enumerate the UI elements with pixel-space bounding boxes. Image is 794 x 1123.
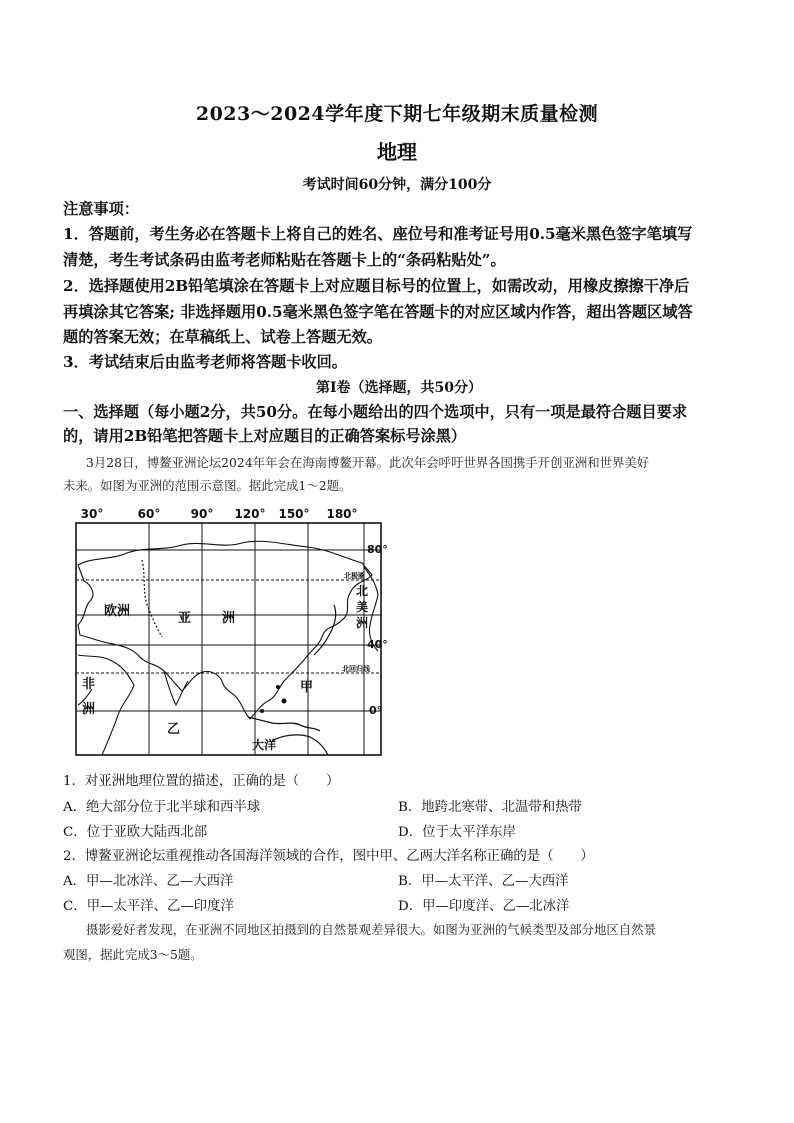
notes-line: 题的答案无效；在草稿纸上、试卷上答题无效。 [63, 328, 382, 346]
longitude-label: 30° [80, 507, 104, 521]
north-america-label: 北 [356, 584, 369, 598]
map-frame [76, 523, 381, 755]
passage-1: 3月28日，博鳌亚洲论坛2024年年会在海南博鳌开幕。此次年会呼吁世界各国携手开创亚洲和世界美好 [86, 455, 650, 470]
question-2-stem: 2．博鳌亚洲论坛重视推动各国海洋领域的合作，图中甲、乙两大洋名称正确的是（ ） [63, 849, 594, 864]
exam-info: 考试时间60分钟，满分100分 [302, 177, 492, 193]
longitude-label: 90° [190, 507, 214, 521]
ocean-jia-label: 甲 [300, 680, 314, 695]
arctic-circle-label: 北极圈 [344, 572, 365, 580]
latitude-label: 0° [369, 704, 383, 717]
africa-label: 洲 [82, 702, 96, 717]
question-2-option-d[interactable]: D．甲—印度洋、乙—北冰洋 [398, 899, 570, 914]
notes-heading: 注意事项： [63, 200, 139, 218]
island-mark [260, 709, 264, 713]
island-mark [282, 699, 287, 704]
passage-2: 观图，据此完成3～5题。 [63, 947, 203, 962]
longitude-label: 150° [278, 507, 310, 521]
oceania-label: 大洋 [252, 738, 277, 752]
question-2-option-a[interactable]: A．甲—北冰洋、乙—大西洋 [63, 874, 234, 889]
north-america-label: 美 [356, 600, 369, 614]
north-america-label: 洲 [356, 616, 369, 630]
section-instructions: 一、选择题（每小题2分，共50分。在每小题给出的四个选项中，只有一项是最符合题目要求 [63, 403, 688, 421]
section-instructions: 的，请用2B铅笔把答题卡上对应题目的正确答案标号涂黑） [63, 427, 467, 445]
passage-2: 摄影爱好者发现，在亚洲不同地区拍摄到的自然景观差异很大。如图为亚洲的气候类型及部分地区自然景 [86, 922, 656, 937]
africa-label: 非 [82, 677, 96, 692]
question-1-option-a[interactable]: A．绝大部分位于北半球和西半球 [63, 800, 261, 815]
notes-line: 2．选择题使用2B铅笔填涂在答题卡上对应题目标号的位置上，如需改动，用橡皮擦擦干净后 [63, 277, 690, 295]
question-1-option-d[interactable]: D．位于太平洋东岸 [398, 825, 516, 840]
section-title: 第Ⅰ卷（选择题，共50分） [315, 380, 483, 396]
notes-line: 清楚，考生考试条码由监考老师粘贴在答题卡上的“条码粘贴处”。 [63, 251, 506, 269]
notes-line: 再填涂其它答案; 非选择题用0.5毫米黑色签字笔在答题卡的对应区域内作答，超出答题区域答 [63, 303, 693, 321]
question-2-option-c[interactable]: C．甲—太平洋、乙—印度洋 [63, 899, 234, 914]
question-1-option-c[interactable]: C．位于亚欧大陆西北部 [63, 825, 208, 840]
longitude-label: 180° [326, 507, 358, 521]
notes-line: 3．考试结束后由监考老师将答题卡收回。 [63, 353, 347, 371]
passage-1: 未来。如图为亚洲的范围示意图。据此完成1～2题。 [63, 478, 352, 493]
island-mark [276, 685, 280, 689]
europe-label: 欧洲 [104, 604, 131, 619]
question-1-option-b[interactable]: B．地跨北寒带、北温带和热带 [398, 800, 582, 815]
subject-title: 地理 [377, 140, 417, 164]
latitude-label: 80° [367, 543, 388, 556]
asia-label: 洲 [222, 611, 236, 626]
longitude-label: 120° [234, 507, 266, 521]
asia-label: 亚 [178, 611, 192, 626]
tropic-label: 北回归线 [342, 665, 370, 673]
asia-map [72, 505, 390, 758]
exam-title: 2023～2024学年度下期七年级期末质量检测 [195, 103, 599, 125]
ocean-yi-label: 乙 [167, 722, 181, 737]
question-1-stem: 1．对亚洲地理位置的描述，正确的是（ ） [63, 774, 340, 789]
notes-line: 1．答题前，考生务必在答题卡上将自己的姓名、座位号和准考证号用0.5毫米黑色签字笔填写 [63, 225, 693, 243]
question-2-option-b[interactable]: B．甲—太平洋、乙—大西洋 [398, 874, 569, 889]
longitude-label: 60° [137, 507, 161, 521]
latitude-label: 40° [367, 638, 388, 651]
